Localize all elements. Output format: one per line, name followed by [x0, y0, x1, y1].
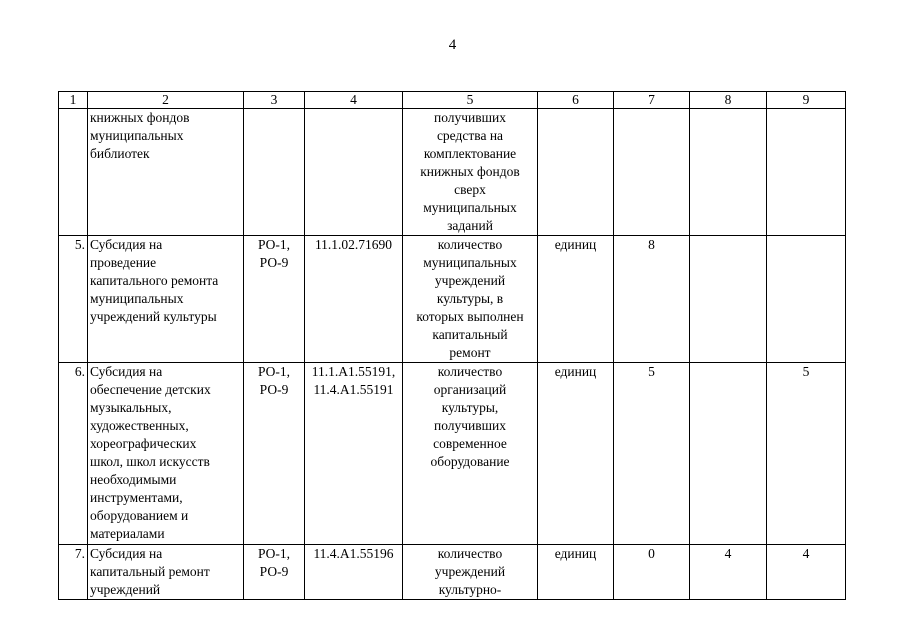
header-cell: 9: [767, 92, 846, 109]
unit-cell: [538, 109, 614, 236]
indicator-line: капитальный: [432, 327, 508, 342]
indicator-line: которых выполнен: [416, 309, 524, 324]
ro-line: РО-9: [259, 564, 289, 579]
name-line: художественных,: [90, 418, 189, 433]
row-number-cell: 7.: [59, 545, 88, 600]
indicator-line: культурно-: [438, 582, 502, 597]
indicator-line: оборудование: [430, 454, 510, 469]
table-row: [59, 363, 846, 545]
header-cell: 1: [59, 92, 88, 109]
name-line: муниципальных: [90, 291, 184, 306]
code-line: 11.1.А1.55191,: [311, 364, 396, 379]
indicator-line: культуры,: [441, 400, 499, 415]
indicator-line: современное: [433, 436, 507, 451]
name-line: материалами: [90, 526, 165, 541]
indicator-cell: [403, 236, 538, 363]
table-row: [59, 109, 846, 236]
ro-line: РО-1,: [257, 546, 291, 561]
header-cell: 8: [690, 92, 767, 109]
indicator-line: заданий: [447, 218, 493, 233]
ro-cell: [244, 109, 305, 236]
indicator-line: средства на: [436, 128, 504, 143]
code-cell: [305, 363, 403, 545]
table-row: [59, 236, 846, 363]
indicator-line: комплектование: [423, 146, 517, 161]
table-row: [59, 545, 846, 600]
value-cell-col8: [690, 109, 767, 236]
table-header-row: [59, 92, 846, 109]
indicator-line: муниципальных: [423, 200, 517, 215]
name-line: библиотек: [90, 146, 150, 161]
code-cell: [305, 236, 403, 363]
code-cell: [305, 545, 403, 600]
name-line: книжных фондов: [90, 110, 190, 125]
indicator-line: учреждений: [434, 273, 506, 288]
row-number-cell: [59, 109, 88, 236]
header-cell: 4: [305, 92, 403, 109]
unit-cell: единиц: [538, 236, 614, 363]
indicator-line: получивших: [433, 110, 507, 125]
ro-line: РО-9: [259, 382, 289, 397]
code-line: 11.1.02.71690: [314, 237, 393, 252]
header-cell: 2: [88, 92, 244, 109]
indicator-line: получивших: [433, 418, 507, 433]
ro-line: РО-1,: [257, 237, 291, 252]
row-number-cell: 6.: [59, 363, 88, 545]
value-cell-col9: 4: [767, 545, 846, 600]
data-table: [58, 91, 846, 600]
value-cell-col9: [767, 109, 846, 236]
ro-line: РО-9: [259, 255, 289, 270]
indicator-line: учреждений: [434, 564, 506, 579]
ro-cell: [244, 236, 305, 363]
name-cell: [88, 363, 244, 545]
indicator-cell: [403, 363, 538, 545]
indicator-line: организаций: [433, 382, 507, 397]
name-line: инструментами,: [90, 490, 183, 505]
header-cell: 7: [614, 92, 690, 109]
indicator-line: культуры, в: [436, 291, 504, 306]
header-cell: 5: [403, 92, 538, 109]
name-line: хореографических: [90, 436, 197, 451]
page-number: 4: [448, 37, 457, 53]
unit-cell: единиц: [538, 545, 614, 600]
name-line: муниципальных: [90, 128, 184, 143]
name-line: Субсидия на: [90, 237, 163, 252]
value-cell-col8: 4: [690, 545, 767, 600]
name-line: Субсидия на: [90, 364, 163, 379]
name-cell: [88, 236, 244, 363]
value-cell-col9: 5: [767, 363, 846, 545]
name-line: школ, школ искусств: [90, 454, 210, 469]
indicator-cell: [403, 545, 538, 600]
name-line: капитального ремонта: [90, 273, 219, 288]
ro-cell: [244, 545, 305, 600]
ro-cell: [244, 363, 305, 545]
name-line: проведение: [90, 255, 157, 270]
indicator-cell: [403, 109, 538, 236]
header-cell: 3: [244, 92, 305, 109]
name-cell: [88, 109, 244, 236]
value-cell-col8: [690, 363, 767, 545]
code-line: 11.4.А1.55191: [313, 382, 394, 397]
ro-line: РО-1,: [257, 364, 291, 379]
name-line: обеспечение детских: [90, 382, 211, 397]
name-line: оборудованием и: [90, 508, 189, 523]
value-cell-col9: [767, 236, 846, 363]
name-line: учреждений культуры: [90, 309, 217, 324]
name-line: необходимыми: [90, 472, 177, 487]
indicator-line: количество: [437, 364, 503, 379]
value-cell-col7: 0: [614, 545, 690, 600]
name-line: музыкальных,: [90, 400, 172, 415]
row-number-cell: 5.: [59, 236, 88, 363]
name-cell: [88, 545, 244, 600]
name-line: капитальный ремонт: [90, 564, 210, 579]
indicator-line: книжных фондов: [420, 164, 520, 179]
indicator-line: сверх: [454, 182, 486, 197]
indicator-line: ремонт: [449, 345, 491, 360]
value-cell-col7: [614, 109, 690, 236]
value-cell-col7: 5: [614, 363, 690, 545]
indicator-line: количество: [437, 237, 503, 252]
code-cell: [305, 109, 403, 236]
value-cell-col7: 8: [614, 236, 690, 363]
header-cell: 6: [538, 92, 614, 109]
indicator-line: количество: [437, 546, 503, 561]
value-cell-col8: [690, 236, 767, 363]
name-line: учреждений: [90, 582, 161, 597]
indicator-line: муниципальных: [423, 255, 517, 270]
name-line: Субсидия на: [90, 546, 163, 561]
code-line: 11.4.А1.55196: [313, 546, 394, 561]
unit-cell: единиц: [538, 363, 614, 545]
